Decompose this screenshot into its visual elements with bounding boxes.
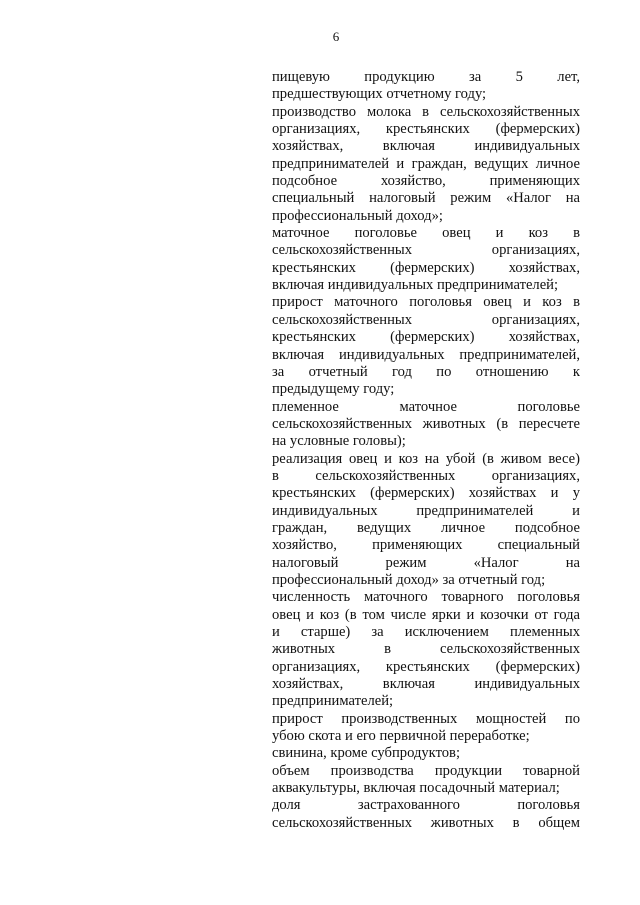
text-line: объем производства продукции товарной <box>272 762 580 779</box>
text-line: организациях, крестьянских (фермерских) <box>272 121 580 138</box>
text-line: хозяйствах, включая индивидуальных <box>272 676 580 693</box>
text-line: реализация овец и коз на убой (в живом весе) <box>272 450 580 467</box>
text-line: пищевую продукцию за 5 лет, <box>272 69 580 85</box>
text-column <box>272 69 580 832</box>
text-line: профессиональный доход»; <box>272 207 443 224</box>
text-line: за отчетный год по отношению к <box>272 363 580 380</box>
text-line: подсобное хозяйство, применяющих <box>272 173 580 190</box>
text-line: в сельскохозяйственных организациях, <box>272 467 580 484</box>
text-line: крестьянских (фермерских) хозяйствах, <box>272 329 580 346</box>
text-line: предпринимателей и граждан, ведущих личное <box>272 155 580 172</box>
text-line: свинина, кроме субпродуктов; <box>272 745 460 762</box>
text-line: граждан, ведущих личное подсобное <box>272 519 580 536</box>
text-line: включая индивидуальных предпринимателей, <box>272 346 580 363</box>
text-line: организациях, крестьянских (фермерских) <box>272 658 580 675</box>
text-line: налоговый режим «Налог на <box>272 554 580 571</box>
text-line: индивидуальных предпринимателей и <box>272 502 580 519</box>
text-line: хозяйство, применяющих специальный <box>272 537 580 554</box>
text-line: аквакультуры, включая посадочный материал; <box>272 780 560 797</box>
text-line: сельскохозяйственных организациях, <box>272 311 580 328</box>
text-line: численность маточного товарного поголовья <box>272 589 580 606</box>
text-line: специальный налоговый режим «Налог на <box>272 190 580 207</box>
text-line: и старше) за исключением племенных <box>272 624 580 640</box>
text-line: доля застрахованного поголовья <box>272 797 580 814</box>
text-line: сельскохозяйственных животных в общем <box>272 814 580 831</box>
text-line: прирост производственных мощностей по <box>272 710 580 727</box>
text-line: производство молока в сельскохозяйственных <box>272 103 580 120</box>
text-line: предыдущему году; <box>272 381 395 398</box>
text-line: крестьянских (фермерских) хозяйствах, <box>272 259 580 276</box>
text-line: включая индивидуальных предпринимателей; <box>272 277 559 294</box>
text-line: на условные головы); <box>272 433 406 450</box>
page-number: 6 <box>332 29 340 44</box>
text-line: профессиональный доход» за отчетный год; <box>272 571 546 588</box>
text-line: маточное поголовье овец и коз в <box>272 225 580 242</box>
text-line: племенное маточное поголовье <box>272 398 580 415</box>
text-line: сельскохозяйственных животных (в пересчете <box>272 415 580 432</box>
text-line: предпринимателей; <box>272 693 394 710</box>
text-line: предшествующих отчетному году; <box>272 86 487 103</box>
text-line: животных в сельскохозяйственных <box>272 641 580 658</box>
text-line: убою скота и его первичной переработке; <box>272 728 530 745</box>
text-line: овец и коз (в том числе ярки и козочки от года <box>272 606 580 623</box>
text-line: хозяйствах, включая индивидуальных <box>272 138 580 155</box>
text-line: сельскохозяйственных организациях, <box>272 242 580 259</box>
text-line: крестьянских (фермерских) хозяйствах и у <box>272 485 580 502</box>
text-line: прирост маточного поголовья овец и коз в <box>272 294 580 311</box>
